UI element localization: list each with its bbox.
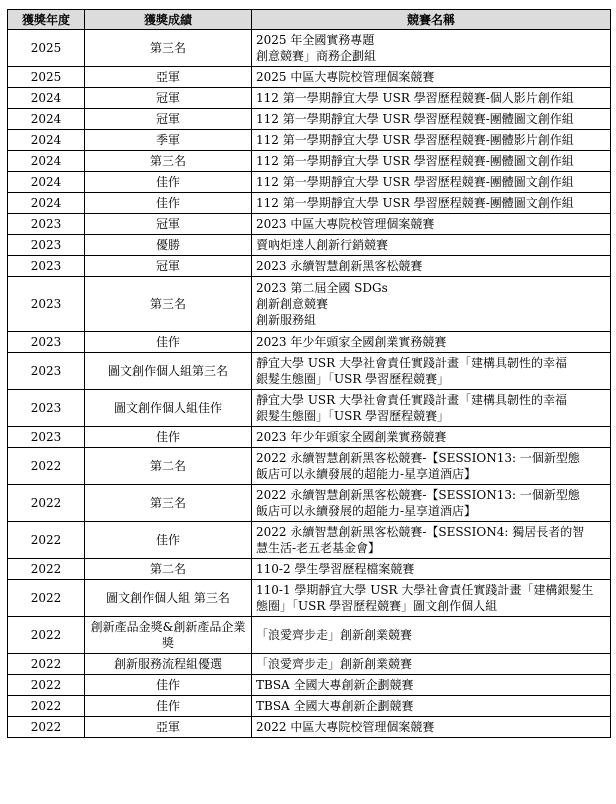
cell-result: 亞軍 bbox=[85, 717, 252, 738]
cell-year: 2024 bbox=[8, 88, 85, 109]
cell-year: 2022 bbox=[8, 675, 85, 696]
table-row bbox=[8, 30, 611, 67]
header-result: 獲獎成績 bbox=[85, 10, 252, 30]
table-row bbox=[8, 559, 611, 580]
table-row bbox=[8, 580, 611, 617]
cell-competition bbox=[252, 580, 611, 617]
table-row bbox=[8, 193, 611, 214]
competition-line: 2025 年全國實務專題 bbox=[256, 33, 375, 47]
cell-result: 冠軍 bbox=[85, 109, 252, 130]
table-row bbox=[8, 256, 611, 277]
competition-line: 態圈」「USR 學習歷程競賽」圖文創作個人組 bbox=[256, 599, 498, 613]
cell-year: 2024 bbox=[8, 130, 85, 151]
cell-result: 佳作 bbox=[85, 172, 252, 193]
table-row bbox=[8, 130, 611, 151]
competition-line: 銀髮生態圈」「USR 學習歷程競賽」 bbox=[256, 409, 450, 423]
cell-year: 2023 bbox=[8, 427, 85, 448]
cell-year: 2023 bbox=[8, 353, 85, 390]
competition-line: 112 第一學期靜宜大學 USR 學習歷程競賽-個人影片創作組 bbox=[256, 91, 574, 105]
cell-result: 佳作 bbox=[85, 522, 252, 559]
cell-competition bbox=[252, 675, 611, 696]
cell-result: 亞軍 bbox=[85, 67, 252, 88]
cell-year: 2024 bbox=[8, 193, 85, 214]
table-row bbox=[8, 67, 611, 88]
competition-line: 創意競賽」商務企劃組 bbox=[256, 49, 377, 63]
cell-competition bbox=[252, 522, 611, 559]
competition-line: 「浪愛齊步走」創新創業競賽 bbox=[256, 657, 413, 671]
cell-competition bbox=[252, 696, 611, 717]
competition-line: 2022 中區大專院校管理個案競賽 bbox=[256, 720, 435, 734]
cell-year: 2023 bbox=[8, 390, 85, 427]
cell-year: 2024 bbox=[8, 172, 85, 193]
cell-year: 2023 bbox=[8, 214, 85, 235]
competition-line: 112 第一學期靜宜大學 USR 學習歷程競賽-團體圖文創作組 bbox=[256, 154, 574, 168]
competition-line: TBSA 全國大專創新企劃競賽 bbox=[256, 699, 414, 713]
cell-competition bbox=[252, 353, 611, 390]
competition-line: 2023 第二屆全國 SDGs bbox=[256, 281, 388, 295]
competition-line: 2023 中區大專院校管理個案競賽 bbox=[256, 217, 435, 231]
competition-line: 2023 年少年頭家全國創業實務競賽 bbox=[256, 430, 447, 444]
cell-year: 2022 bbox=[8, 522, 85, 559]
cell-competition bbox=[252, 130, 611, 151]
cell-year: 2024 bbox=[8, 151, 85, 172]
competition-line: 慧生活-老五老基金會】 bbox=[256, 541, 381, 555]
cell-result: 創新服務流程組優選 bbox=[85, 654, 252, 675]
cell-year: 2024 bbox=[8, 109, 85, 130]
cell-year: 2025 bbox=[8, 30, 85, 67]
cell-result: 季軍 bbox=[85, 130, 252, 151]
table-row bbox=[8, 696, 611, 717]
competition-line: 2022 永續智慧創新黑客松競賽-【SESSION13: 一個新型態 bbox=[256, 488, 580, 502]
cell-competition bbox=[252, 654, 611, 675]
table-row bbox=[8, 277, 611, 332]
cell-competition bbox=[252, 172, 611, 193]
cell-competition bbox=[252, 109, 611, 130]
cell-competition bbox=[252, 617, 611, 654]
header-competition: 競賽名稱 bbox=[252, 10, 611, 30]
cell-competition bbox=[252, 235, 611, 256]
awards-table bbox=[7, 9, 611, 738]
cell-year: 2022 bbox=[8, 580, 85, 617]
table-body bbox=[8, 30, 611, 738]
cell-result: 第三名 bbox=[85, 151, 252, 172]
competition-line: 創新創意競賽 bbox=[256, 297, 329, 311]
cell-result: 優勝 bbox=[85, 235, 252, 256]
cell-competition bbox=[252, 88, 611, 109]
table-row bbox=[8, 427, 611, 448]
cell-competition bbox=[252, 427, 611, 448]
competition-line: 靜宜大學 USR 大學社會責任實踐計畫「建構具韌性的幸福 bbox=[256, 356, 568, 370]
cell-competition bbox=[252, 390, 611, 427]
table-row bbox=[8, 654, 611, 675]
cell-result: 第三名 bbox=[85, 485, 252, 522]
cell-competition bbox=[252, 448, 611, 485]
table-header-row bbox=[8, 10, 611, 30]
table-row bbox=[8, 235, 611, 256]
competition-line: 2022 永續智慧創新黑客松競賽-【SESSION4: 獨居長者的智 bbox=[256, 525, 585, 539]
cell-result: 冠軍 bbox=[85, 214, 252, 235]
cell-competition bbox=[252, 151, 611, 172]
cell-result: 圖文創作個人組 第三名 bbox=[85, 580, 252, 617]
cell-result: 佳作 bbox=[85, 332, 252, 353]
cell-result: 佳作 bbox=[85, 675, 252, 696]
table-row bbox=[8, 675, 611, 696]
competition-line: 銀髮生態圈」「USR 學習歷程競賽」 bbox=[256, 372, 450, 386]
cell-year: 2023 bbox=[8, 235, 85, 256]
competition-line: 「浪愛齊步走」創新創業競賽 bbox=[256, 628, 413, 642]
cell-competition bbox=[252, 67, 611, 88]
cell-result: 創新產品金獎&創新產品企業獎 bbox=[85, 617, 252, 654]
cell-year: 2022 bbox=[8, 448, 85, 485]
cell-competition bbox=[252, 332, 611, 353]
cell-result: 佳作 bbox=[85, 696, 252, 717]
competition-line: 靜宜大學 USR 大學社會責任實踐計畫「建構具韌性的幸福 bbox=[256, 393, 568, 407]
competition-line: 創新服務組 bbox=[256, 313, 317, 327]
cell-result: 佳作 bbox=[85, 427, 252, 448]
cell-competition bbox=[252, 256, 611, 277]
cell-year: 2022 bbox=[8, 617, 85, 654]
table-row bbox=[8, 332, 611, 353]
competition-line: 112 第一學期靜宜大學 USR 學習歷程競賽-團體影片創作組 bbox=[256, 133, 574, 147]
cell-result: 第二名 bbox=[85, 448, 252, 485]
table-row bbox=[8, 448, 611, 485]
cell-year: 2022 bbox=[8, 654, 85, 675]
table-row bbox=[8, 172, 611, 193]
competition-line: 112 第一學期靜宜大學 USR 學習歷程競賽-團體圖文創作組 bbox=[256, 112, 574, 126]
competition-line: 112 第一學期靜宜大學 USR 學習歷程競賽-團體圖文創作組 bbox=[256, 196, 574, 210]
competition-line: 2025 中區大專院校管理個案競賽 bbox=[256, 70, 435, 84]
cell-year: 2023 bbox=[8, 256, 85, 277]
table-row bbox=[8, 485, 611, 522]
cell-result: 佳作 bbox=[85, 193, 252, 214]
cell-result: 第二名 bbox=[85, 559, 252, 580]
competition-line: 飯店可以永續發展的超能力-星享道酒店】 bbox=[256, 504, 477, 518]
cell-result: 第三名 bbox=[85, 277, 252, 332]
table-row bbox=[8, 617, 611, 654]
competition-line: TBSA 全國大專創新企劃競賽 bbox=[256, 678, 414, 692]
competition-line: 賣吶炬達人創新行銷競賽 bbox=[256, 238, 389, 252]
cell-year: 2022 bbox=[8, 485, 85, 522]
cell-year: 2023 bbox=[8, 332, 85, 353]
table-row bbox=[8, 88, 611, 109]
cell-year: 2023 bbox=[8, 277, 85, 332]
competition-line: 110-2 學生學習歷程檔案競賽 bbox=[256, 562, 415, 576]
cell-result: 圖文創作個人組佳作 bbox=[85, 390, 252, 427]
table-row bbox=[8, 214, 611, 235]
cell-year: 2022 bbox=[8, 696, 85, 717]
cell-year: 2022 bbox=[8, 717, 85, 738]
table-row bbox=[8, 717, 611, 738]
cell-year: 2025 bbox=[8, 67, 85, 88]
competition-line: 2023 年少年頭家全國創業實務競賽 bbox=[256, 335, 447, 349]
cell-competition bbox=[252, 277, 611, 332]
competition-line: 112 第一學期靜宜大學 USR 學習歷程競賽-團體圖文創作組 bbox=[256, 175, 574, 189]
table-row bbox=[8, 151, 611, 172]
cell-competition bbox=[252, 214, 611, 235]
cell-year: 2022 bbox=[8, 559, 85, 580]
competition-line: 110-1 學期靜宜大學 USR 大學社會責任實踐計畫「建構銀髮生 bbox=[256, 583, 594, 597]
cell-result: 冠軍 bbox=[85, 88, 252, 109]
table-row bbox=[8, 109, 611, 130]
cell-result: 圖文創作個人組第三名 bbox=[85, 353, 252, 390]
cell-result: 冠軍 bbox=[85, 256, 252, 277]
competition-line: 飯店可以永續發展的超能力-星享道酒店】 bbox=[256, 467, 477, 481]
cell-result: 第三名 bbox=[85, 30, 252, 67]
competition-line: 2022 永續智慧創新黑客松競賽-【SESSION13: 一個新型態 bbox=[256, 451, 580, 465]
cell-competition bbox=[252, 559, 611, 580]
cell-competition bbox=[252, 193, 611, 214]
cell-competition bbox=[252, 717, 611, 738]
table-row bbox=[8, 353, 611, 390]
cell-competition bbox=[252, 30, 611, 67]
competition-line: 2023 永續智慧創新黑客松競賽 bbox=[256, 259, 423, 273]
cell-competition bbox=[252, 485, 611, 522]
table-row bbox=[8, 390, 611, 427]
table-row bbox=[8, 522, 611, 559]
header-year: 獲獎年度 bbox=[8, 10, 85, 30]
